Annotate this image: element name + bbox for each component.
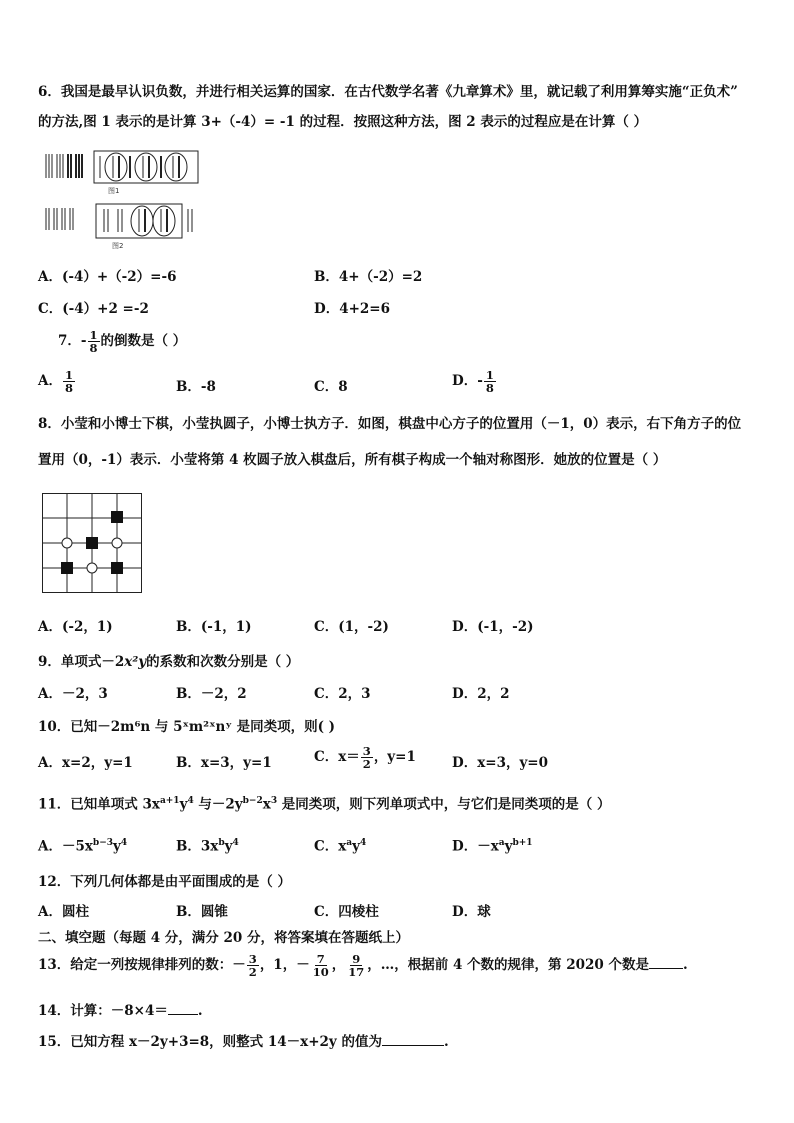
q7-option-a: A． $\frac{1}{8}$ <box>38 368 73 396</box>
q7-option-c: C．8 <box>314 379 348 395</box>
counting-rods-left <box>46 154 82 178</box>
round-piece <box>87 563 97 573</box>
q10-option-b: B．x=3，y=1 <box>176 755 272 771</box>
q15-stem: 15．已知方程 x－2y+3=8，则整式 14－x+2y 的值为 . <box>38 1034 449 1050</box>
q9-option-c: C．2，3 <box>314 686 371 702</box>
q10-option-a: A．x=2，y=1 <box>38 755 133 771</box>
q8-option-d: D．(-1，-2) <box>452 619 534 635</box>
q11-stem: 11．已知单项式 $3x^{a+1}y^4$ 与$-2y^{b-2}x^3$ 是同类项，则下列单项式中，与它们是同类项的是（ ） <box>38 796 611 813</box>
q9-option-b: B．－2，2 <box>176 686 247 702</box>
q8-stem-line1: 8．小莹和小博士下棋，小莹执圆子，小博士执方子．如图，棋盘中心方子的位置用（－1，0）表示，右下角方子的位 <box>38 416 742 432</box>
square-piece <box>111 562 123 574</box>
q6-option-c: C．(-4）+2 =-2 <box>38 301 149 317</box>
q12-option-b: B．圆锥 <box>176 904 228 920</box>
square-piece <box>86 537 98 549</box>
q12-option-c: C．四棱柱 <box>314 904 379 920</box>
q8-option-c: C．(1，-2) <box>314 619 389 635</box>
q6-option-b: B．4+（-2）=2 <box>314 269 423 285</box>
q6-option-d: D．4+2=6 <box>314 301 391 317</box>
q6-stem-line1: 6．我国是最早认识负数，并进行相关运算的国家．在古代数学名著《九章算术》里，就记载了利用算筹实施“正负术” <box>38 84 738 100</box>
q8-option-a: A．(-2，1) <box>38 619 113 635</box>
q15-answer-blank <box>382 1033 444 1046</box>
q9-option-a: A．－2，3 <box>38 686 108 702</box>
q11-option-c: C．$x^ay^4$ <box>314 838 367 855</box>
q7-option-b: B．-8 <box>176 379 216 395</box>
q10-option-c: C．x＝ $\frac{3}{2}$ ，y=1 <box>314 744 416 772</box>
q7-option-d: D．- $\frac{1}{8}$ <box>452 368 494 396</box>
q6-option-a: A．(-4）+（-2）=-6 <box>38 269 177 285</box>
round-piece <box>112 538 122 548</box>
square-piece <box>111 511 123 523</box>
counting-rods-left <box>46 208 73 230</box>
q6-figure-2 <box>40 200 200 255</box>
q11-option-b: B．$3x^by^4$ <box>176 838 239 855</box>
q14-stem: 14．计算：－8×4＝ . <box>38 1003 203 1019</box>
q13-stem: 13．给定一列按规律排列的数：－ $\frac{3}{2}$ ，1，－ $\frac{7}{10}$ ， $\frac{9}{17}$ ，…，根据前 4 个数的规律，第 2020 个数是 . <box>38 952 688 980</box>
q13-answer-blank <box>649 956 683 969</box>
q10-stem: 10．已知－2m⁶n 与 5ˣm²ˣnʸ 是同类项，则( ) <box>38 719 336 735</box>
q8-stem-line2: 置用（0，-1）表示．小莹将第 4 枚圆子放入棋盘后，所有棋子构成一个轴对称图形．她放的位置是（ ） <box>38 452 667 468</box>
q12-stem: 12．下列几何体都是由平面围成的是（ ） <box>38 874 291 890</box>
q6-figure-1-label: 图1 <box>108 187 120 195</box>
q9-stem: 9．单项式－2x²y的系数和次数分别是（ ） <box>38 654 300 670</box>
q6-stem-line2: 的方法,图 1 表示的是计算 3+（-4）= -1 的过程．按照这种方法，图 2 表示的过程应是在计算（ ） <box>38 114 648 130</box>
q6-figure-1 <box>40 148 200 198</box>
q9-option-d: D．2，2 <box>452 686 510 702</box>
q6-figure-2-label: 图2 <box>112 242 124 250</box>
q8-option-b: B．(-1，1) <box>176 619 252 635</box>
q10-option-d: D．x=3，y=0 <box>452 755 549 771</box>
q7-stem: 7．- $\frac{1}{8}$ 的倒数是（ ） <box>58 328 187 356</box>
q12-option-d: D．球 <box>452 904 491 920</box>
square-piece <box>61 562 73 574</box>
q11-option-a: A．$-5x^{b-3}y^4$ <box>38 838 128 855</box>
section-heading-fill-in: 二、填空题（每题 4 分，满分 20 分，将答案填在答题纸上） <box>38 930 409 946</box>
q12-option-a: A．圆柱 <box>38 904 89 920</box>
chess-board-figure <box>42 493 142 593</box>
round-piece <box>62 538 72 548</box>
q14-answer-blank <box>168 1002 198 1015</box>
q11-option-d: D．$-x^ay^{b+1}$ <box>452 838 533 855</box>
